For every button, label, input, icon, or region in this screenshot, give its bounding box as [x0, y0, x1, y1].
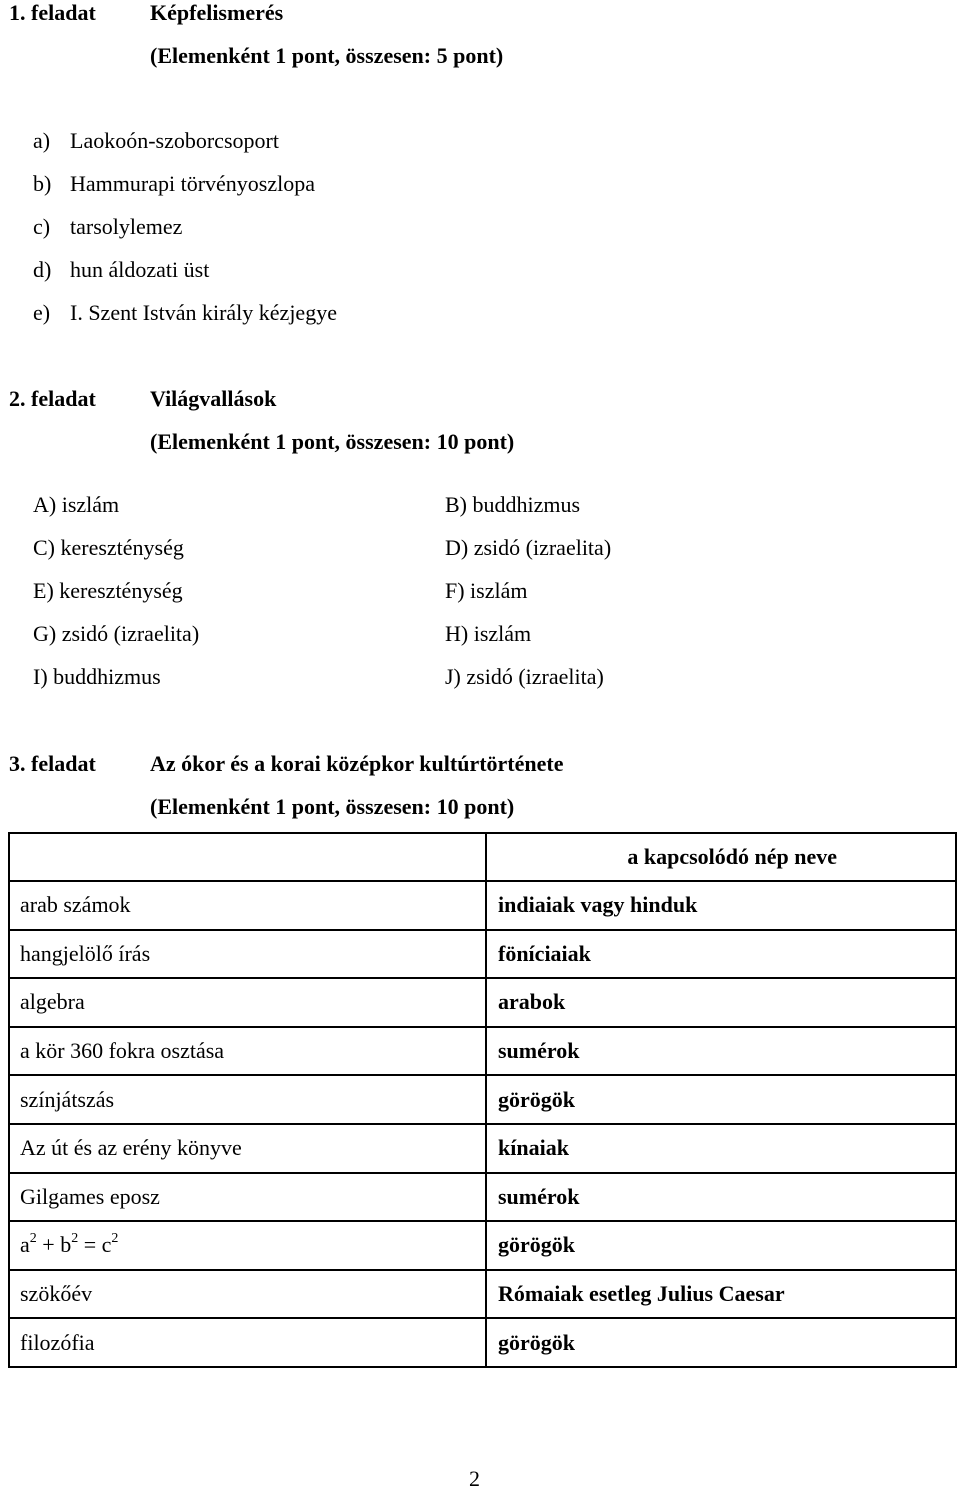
list-item-letter: d) [33, 257, 52, 282]
answer-right: B) buddhizmus [445, 492, 581, 517]
table-header-row [9, 833, 956, 881]
list-item-letter: b) [33, 171, 52, 196]
pythagoras-formula-cell [9, 1221, 486, 1270]
formula-exp: 2 [71, 1231, 79, 1247]
answer-left: G) zsidó (izraelita) [33, 621, 200, 646]
formula-exp: 2 [29, 1231, 37, 1247]
people-cell: kínaiak [486, 1124, 956, 1173]
formula-b: b [60, 1232, 72, 1258]
page-number: 2 [469, 1466, 480, 1491]
list-item: Hammurapi törvényoszlopa [70, 171, 315, 196]
answer-left: I) buddhizmus [33, 664, 161, 689]
item-cell: Az út és az erény könyve [9, 1124, 486, 1173]
task1-number: 1. feladat [9, 0, 96, 25]
header-cell-people: a kapcsolódó nép neve [486, 833, 956, 881]
formula-exp: 2 [111, 1231, 119, 1247]
formula-plus: + [42, 1232, 55, 1258]
answer-right: F) iszlám [445, 578, 528, 603]
table-row [9, 1075, 956, 1124]
people-cell: sumérok [486, 1027, 956, 1076]
table-row [9, 1027, 956, 1076]
people-cell: görögök [486, 1318, 956, 1367]
people-cell: föníciaiak [486, 930, 956, 979]
list-item: Laokoón-szoborcsoport [70, 128, 279, 153]
header-cell-left [9, 833, 486, 881]
people-cell: görögök [486, 1221, 956, 1270]
people-cell: indiaiak vagy hinduk [486, 881, 956, 930]
table-row [9, 1270, 956, 1319]
list-item: tarsolylemez [70, 214, 183, 239]
list-item-letter: c) [33, 214, 51, 239]
item-cell: a kör 360 fokra osztása [9, 1027, 486, 1076]
answer-right: H) iszlám [445, 621, 532, 646]
answer-right: D) zsidó (izraelita) [445, 535, 612, 560]
item-cell: szökőév [9, 1270, 486, 1319]
item-cell: algebra [9, 978, 486, 1027]
people-cell: sumérok [486, 1173, 956, 1222]
people-cell: Rómaiak esetleg Julius Caesar [486, 1270, 956, 1319]
people-cell: görögök [486, 1075, 956, 1124]
table-row [9, 881, 956, 930]
formula-c: c [101, 1232, 112, 1258]
list-item: hun áldozati üst [70, 257, 210, 282]
item-cell: Gilgames eposz [9, 1173, 486, 1222]
task3-title: Az ókor és a korai középkor kultúrtörténete [150, 751, 564, 776]
table-row [9, 978, 956, 1027]
task1-scoring: (Elemenként 1 pont, összesen: 5 pont) [150, 43, 504, 68]
formula-a: a [20, 1232, 30, 1258]
answer-table [8, 832, 957, 1368]
table-row [9, 1124, 956, 1173]
answer-left: E) kereszténység [33, 578, 183, 603]
list-item: I. Szent István király kézjegye [70, 300, 337, 325]
answer-right: J) zsidó (izraelita) [445, 664, 604, 689]
list-item-letter: a) [33, 128, 51, 153]
answer-left: C) kereszténység [33, 535, 184, 560]
task2-title: Világvallások [150, 386, 277, 411]
list-item-letter: e) [33, 300, 51, 325]
task3-scoring: (Elemenként 1 pont, összesen: 10 pont) [150, 794, 515, 819]
table-row [9, 1173, 956, 1222]
table-row [9, 1318, 956, 1367]
people-cell: arabok [486, 978, 956, 1027]
item-cell: színjátszás [9, 1075, 486, 1124]
task2-number: 2. feladat [9, 386, 96, 411]
answer-left: A) iszlám [33, 492, 120, 517]
task2-scoring: (Elemenként 1 pont, összesen: 10 pont) [150, 429, 515, 454]
item-cell: arab számok [9, 881, 486, 930]
table-row [9, 930, 956, 979]
task1-title: Képfelismerés [150, 0, 284, 25]
task3-number: 3. feladat [9, 751, 96, 776]
formula-eq: = [83, 1232, 97, 1258]
item-cell: hangjelölő írás [9, 930, 486, 979]
item-cell: filozófia [9, 1318, 486, 1367]
table-row [9, 1221, 956, 1270]
